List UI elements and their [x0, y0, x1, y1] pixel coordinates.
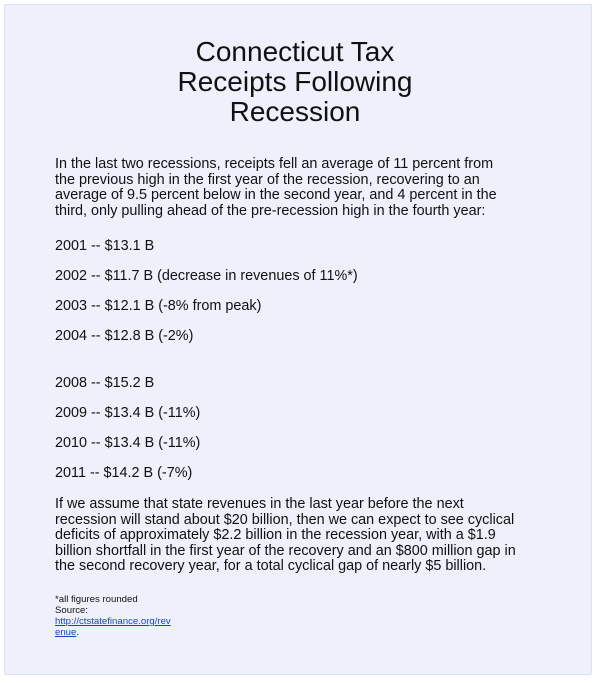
page-title [5, 37, 585, 127]
figure-2010: 2010 -- $13.4 B (-11%) [55, 435, 201, 451]
title-line-2: Receipts Following [177, 66, 413, 97]
source-link-part-1: http://ctstatefinance.org/rev [55, 616, 171, 627]
footnote-rounding-note: *all figures rounded [55, 594, 138, 605]
title-line-3: Recession [229, 96, 361, 127]
title-line-1: Connecticut Tax [195, 36, 395, 67]
footnote-source-link-block [55, 616, 205, 638]
figure-2011: 2011 -- $14.2 B (-7%) [55, 465, 193, 481]
footnote-source-label: Source: [55, 605, 89, 616]
figure-2003: 2003 -- $12.1 B (-8% from peak) [55, 298, 262, 314]
source-trailing-period: . [76, 627, 80, 638]
figure-2009: 2009 -- $13.4 B (-11%) [55, 405, 201, 421]
document-card [4, 4, 592, 675]
source-link-part-2: enue [55, 627, 77, 638]
figure-2001: 2001 -- $13.1 B [55, 238, 155, 254]
figure-2004: 2004 -- $12.8 B (-2%) [55, 328, 194, 344]
source-link[interactable] [55, 616, 171, 638]
closing-paragraph: If we assume that state revenues in the last year before the next recession will stand about $20 billion, then we can expect to see cyclical deficits of approximately $2.2 billion in the recession year, with a $1.9 billion shortfall in the first year of the recovery and an $800 million gap in the second recovery year, for a total cyclical gap of nearly $5 billion. [55, 496, 516, 574]
footnote [55, 594, 205, 638]
figure-2002: 2002 -- $11.7 B (decrease in revenues of 11%*) [55, 268, 358, 284]
figure-2008: 2008 -- $15.2 B [55, 375, 155, 391]
intro-paragraph: In the last two recessions, receipts fell an average of 11 percent from the previous high in the first year of the recession, recovering to an average of 9.5 percent below in the second year, and 4 percent in the third, only pulling ahead of the pre-recession high in the fourth year: [55, 156, 497, 219]
